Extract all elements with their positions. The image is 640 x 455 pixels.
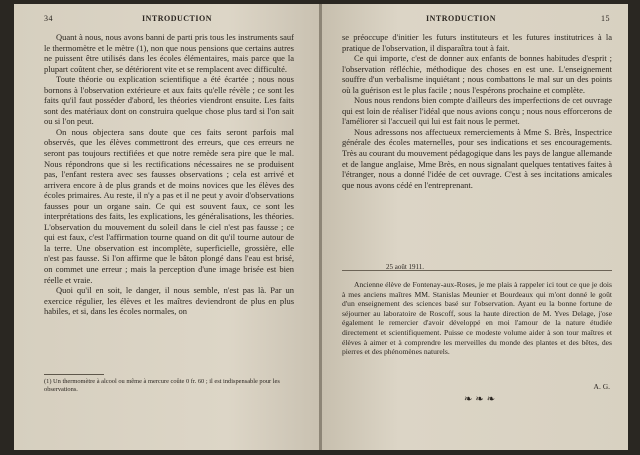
paragraph: Ce qui importe, c'est de donner aux enfants de bonnes habitudes d'esprit ; l'observation réfléchie, méthodique des choses en est une. L'enseignement souffre d'un verbalisme inquiétant ; nous combattons le mal sur un des points où la guérison est le plus facile ; nous l'espérons prochaine et complète. [342,53,612,95]
paragraph: Nous adressons nos affectueux remerciements à Mme S. Brès, Inspectrice générale des écoles maternelles, pour ses indications et ses encouragements. Très au courant du mouvement pédagogique dans les pays de langue allemande et de langue anglaise, Mme Brès, en nous signalant quelques tentatives faites à l'étranger, nous a donné l'idée de cet ouvrage. C'est à ses incitations amicales que nous avons cédé en l'entreprenant. [342,126,612,190]
paragraph: Nous nous rendons bien compte d'ailleurs des imperfections de cet ouvrage qui est loin de réaliser l'idéal que nous avions conçu ; nous nous efforcerons de l'améliorer si l'accueil qui lui est fait nous le permet. [342,95,612,127]
right-page [322,4,628,450]
footnote-divider [44,374,104,375]
paragraph: On nous objectera sans doute que ces faits seront parfois mal observés, que les élèves commettront des erreurs, que ces erreurs ne seront pas toujours rectifiées et que notre remède sera pire que le mal. Nous répondrons que si les rectifications nécessaires ne se produisent pas, l'enfant restera avec ses fausses observations ; cela est arrivé et arrivera encore à de plus grands et de moins novices que les élèves des écoles primaires. Au reste, il n'y a pas et il ne peut y avoir d'observations fausses pour un organe sain. Ce qui est souvent faux, ce sont les interprétations des faits, les explications, les généralisations, les théories. L'observation du mouvement du soleil dans le ciel n'est pas fausse ; ce qui est faux, c'est l'affirmation tourne quand on dit qu'il tourne autour de la terre. Une observation est incomplète, superficielle, grossière, elle n'est pas fausse. Si l'on affirme que le bâton plongé dans l'eau est brisé, on commet une erreur ; mais la perception d'une image brisée est bien réelle et vraie. [44,126,294,285]
right-running-head: INTRODUCTION [426,14,497,23]
footnote: (1) Un thermomètre à alcool ou même à mercure coûte 0 fr. 60 ; il est indispensable pour les observations. [44,378,280,393]
paragraph: se préoccupe d'initier les futurs instituteurs et les futures institutrices à la pratique de l'observation, il disparaîtra tout à fait. [342,32,612,53]
left-page-number: 34 [44,14,53,23]
paragraph: Toute théorie ou explication scientifique a été écartée ; nous nous bornons à l'observation extérieure et aux faits qu'elle révèle ; ce sont les faits qu'il faut posséder d'abord, les théories viendront ensuite. Les faits sont des matériaux dont on construira quelque chose plus tard si l'on sait ou si l'on peut. [44,74,294,127]
paragraph: Quant à nous, nous avons banni de parti pris tous les instruments sauf le thermomètre et le mètre (1), non que nous pensions que certains autres ne puissent être utilisés dans les écoles élémentaires, mais parce que la plupart coûtent cher, se détériorent vite et se remplacent avec difficulté. [44,32,294,74]
left-running-head: INTRODUCTION [142,14,213,23]
right-page-number: 15 [601,14,610,23]
date-line: 25 août 1911. [386,263,425,271]
left-body-text [44,32,294,317]
book-spread [14,4,628,450]
dedication-note: Ancienne élève de Fontenay-aux-Roses, je me plais à rappeler ici tout ce que je dois à mes anciens maîtres MM. Stanislas Meunier et Bourdeaux qui m'ont donné le goût d'un enseignement des sciences basé sur l'observation. Ayant eu la bonne fortune de séjourner au laboratoire de Roscoff, sous la haute direction de M. Yves Delage, j'ose également le remercier d'avoir développé en moi l'amour de la nature étudiée directement et scientifiquement. Puisse ce modeste volume aider à son tour maîtres et élèves à aimer et à comprendre les merveilles du monde des plantes et des bêtes, des pierres et des phénomènes naturels. [342,280,612,357]
paragraph: Quoi qu'il en soit, le danger, il nous semble, n'est pas là. Par un exercice régulier, les élèves et les maîtres deviendront de plus en plus habiles, et si, dans les écoles normales, on [44,285,294,317]
section-divider [342,270,612,271]
ornament-icon: ❧❧❧ [464,394,499,405]
left-page [14,4,320,450]
right-body-text [342,32,612,190]
signature: A. G. [593,382,610,391]
